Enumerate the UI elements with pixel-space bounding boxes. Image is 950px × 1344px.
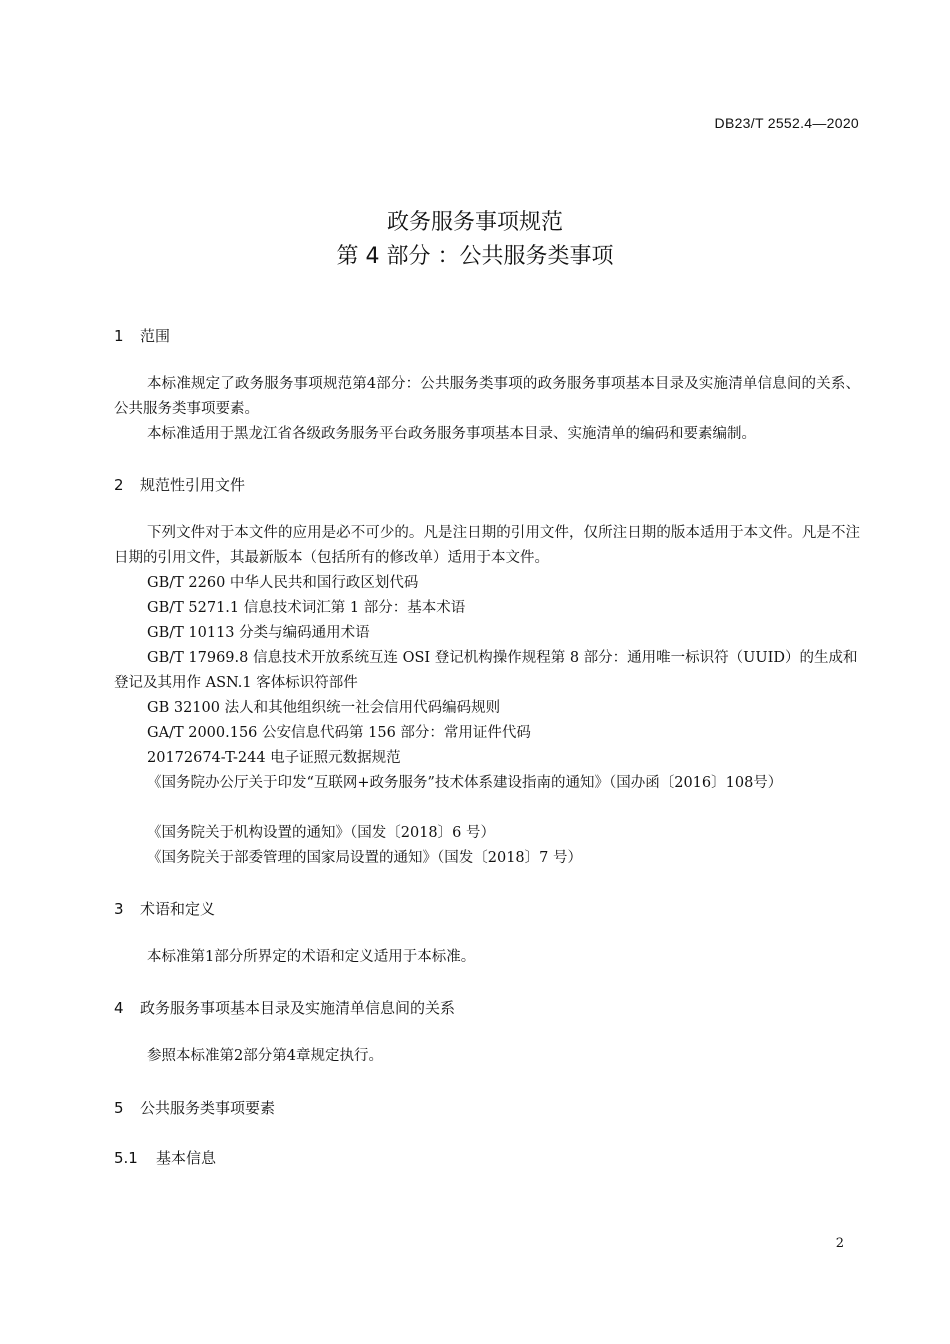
reference-item: GB/T 17969.8 信息技术开放系统互连 OSI 登记机构操作规程第 8 部分：通用唯一标识符（UUID）的生成和登记及其用作 ASN.1 客体标识符部件 (114, 650, 858, 691)
reference-item: GB/T 5271.1 信息技术词汇第 1 部分：基本术语 (147, 600, 466, 616)
section-1-paragraph-2: 本标准适用于黑龙江省各级政务服务平台政务服务事项基本目录、实施清单的编码和要素编制。 (147, 426, 756, 442)
section-3-paragraph: 本标准第1部分所界定的术语和定义适用于本标准。 (147, 949, 476, 965)
reference-item: 《国务院办公厅关于印发“互联网+政务服务”技术体系建设指南的通知》（国办函〔2016〕108号） (147, 775, 783, 791)
section-number: 3 (114, 900, 124, 918)
section-number: 1 (114, 327, 124, 345)
section-title: 公共服务类事项要素 (140, 1099, 276, 1117)
section-number: 5 (114, 1099, 124, 1117)
document-title (0, 206, 950, 274)
section-2-intro: 下列文件对于本文件的应用是必不可少的。凡是注日期的引用文件，仅所注日期的版本适用于本文件。凡是不注日期的引用文件，其最新版本（包括所有的修改单）适用于本文件。 (114, 525, 860, 566)
section-4-paragraph: 参照本标准第2部分第4章规定执行。 (147, 1048, 383, 1064)
reference-item: GB/T 2260 中华人民共和国行政区划代码 (147, 575, 419, 591)
section-2-heading (114, 474, 245, 495)
subsection-title: 基本信息 (156, 1149, 217, 1167)
subsection-number: 5.1 (114, 1149, 138, 1167)
section-title: 范围 (140, 327, 171, 345)
section-1-paragraph-1: 本标准规定了政务服务事项规范第4部分：公共服务类事项的政务服务事项基本目录及实施清单信息间的关系、公共服务类事项要素。 (114, 376, 860, 417)
section-4-heading (114, 997, 455, 1018)
reference-item: 《国务院关于部委管理的国家局设置的通知》（国发〔2018〕7 号） (147, 850, 582, 866)
reference-item: 20172674-T-244 电子证照元数据规范 (147, 750, 401, 766)
reference-item: GA/T 2000.156 公安信息代码第 156 部分：常用证件代码 (147, 725, 531, 741)
reference-item: GB/T 10113 分类与编码通用术语 (147, 625, 370, 641)
section-3-heading (114, 898, 215, 919)
title-line-1: 政务服务事项规范 (386, 210, 563, 235)
section-number: 2 (114, 476, 124, 494)
document-code: DB23/T 2552.4—2020 (714, 115, 859, 131)
section-title: 政务服务事项基本目录及实施清单信息间的关系 (140, 999, 456, 1017)
section-title: 术语和定义 (140, 900, 216, 918)
subsection-5-1-heading (114, 1147, 216, 1168)
section-title: 规范性引用文件 (140, 476, 246, 494)
section-5-heading (114, 1097, 275, 1118)
reference-item: 《国务院关于机构设置的通知》（国发〔2018〕6 号） (147, 825, 495, 841)
section-1-heading (114, 325, 170, 346)
title-line-2: 第 4 部分 ：公共服务类事项 (336, 244, 614, 269)
reference-item: GB 32100 法人和其他组织统一社会信用代码编码规则 (147, 700, 501, 716)
page-number: 2 (835, 1236, 844, 1251)
section-number: 4 (114, 999, 124, 1017)
